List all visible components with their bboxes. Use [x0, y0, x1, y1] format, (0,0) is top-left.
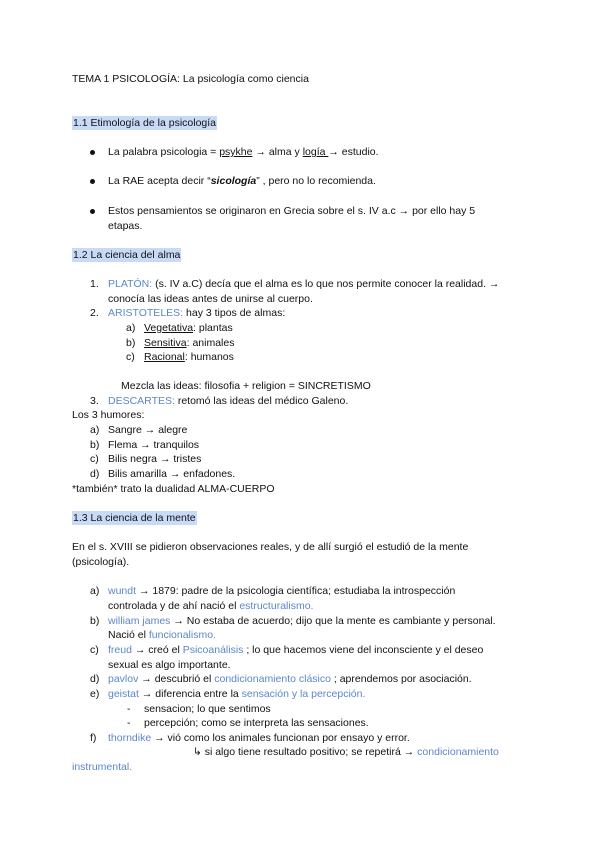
- soul-desc: : plantas: [193, 322, 233, 334]
- section-heading-alma: [72, 248, 181, 262]
- item-text: → creó el: [131, 644, 183, 656]
- soul-desc: : animales: [186, 337, 235, 349]
- intro-paragraph-continuation: (psicología).: [72, 556, 130, 568]
- item-text: controlada y de ahí nació el: [108, 600, 240, 612]
- list-item: Estos pensamientos se originaron en Grecia sobre el s. IV a.c → por ello hay 5: [108, 205, 476, 217]
- page-title: TEMA 1 PSICOLOGÍA: La psicología como ciencia: [72, 73, 309, 85]
- list-item-pavlov: [108, 672, 472, 686]
- list-number: 2.: [90, 307, 99, 319]
- name-wundt: wundt: [108, 585, 137, 597]
- list-item-continuation: [108, 599, 313, 613]
- sub-letter: c): [126, 351, 135, 363]
- bullet-icon: [90, 150, 95, 155]
- term-funcionalismo: funcionalismo.: [148, 629, 216, 641]
- result-note: [193, 745, 499, 759]
- name-platon: PLATÓN:: [108, 278, 153, 290]
- dualidad-note: *también* trato la dualidad ALMA-CUERPO: [72, 483, 275, 495]
- soul-item: [144, 321, 233, 335]
- intro-paragraph: En el s. XVIII se pidieron observaciones reales, y de allí surgió el estudió de la mente: [72, 541, 469, 553]
- sub-letter: d): [90, 673, 100, 685]
- humor-item: Bilis amarilla → enfadones.: [108, 468, 236, 480]
- item-text: La palabra psicologia =: [108, 146, 220, 158]
- item-text: (s. IV a.C) decía que el alma es lo que nos permite conocer la realidad. →: [152, 278, 500, 290]
- list-number: 3.: [90, 395, 99, 407]
- sub-letter: b): [126, 337, 136, 349]
- mezcla-note: Mezcla las ideas: filosofia + religion = SINCRETISMO: [121, 380, 371, 392]
- term-condicionamiento-clasico: condicionamiento clásico: [214, 673, 331, 685]
- section-heading-mente: [72, 511, 197, 525]
- list-item-wundt: [108, 584, 455, 598]
- name-descartes: DESCARTES:: [108, 395, 175, 407]
- sub-letter: c): [90, 453, 99, 465]
- name-freud: freud: [108, 644, 132, 656]
- list-item-geistat: [108, 687, 365, 701]
- dash: -: [127, 703, 131, 715]
- list-item-continuation: [108, 628, 216, 642]
- name-thorndike: thorndike: [108, 732, 152, 744]
- list-item-continuation: etapas.: [108, 220, 143, 232]
- term-sicologia: sicología: [210, 175, 257, 187]
- term-logia: logía: [302, 146, 329, 158]
- item-text: hay 3 tipos de almas:: [183, 307, 286, 319]
- item-text: → descubrió el: [138, 673, 215, 685]
- sub-item: percepción; como se interpreta las sensaciones.: [144, 717, 369, 729]
- bullet-icon: [90, 209, 95, 214]
- item-text: → alma y: [252, 146, 303, 158]
- item-text: ” , pero no lo recomienda.: [256, 175, 376, 187]
- term-sensacion-percepcion: sensación y la percepción.: [241, 688, 366, 700]
- name-aristoteles: ARISTOTELES:: [108, 307, 184, 319]
- humor-item: Sangre → alegre: [108, 424, 188, 436]
- sub-item: sensacion; lo que sentimos: [144, 703, 271, 715]
- dash: -: [127, 717, 131, 729]
- soul-item: [144, 350, 234, 364]
- item-text: → 1879: padre de la psicologia científica; estudiaba la introspección: [136, 585, 456, 597]
- list-item-continuation: conocía las ideas antes de unirse al cuerpo.: [108, 293, 313, 305]
- section-heading-etimologia: [72, 116, 217, 130]
- section-heading-text: 1.2 La ciencia del alma: [73, 249, 181, 261]
- list-item-freud: [108, 643, 483, 657]
- item-text: → diferencia entre la: [138, 688, 242, 700]
- section-heading-text: 1.3 La ciencia de la mente: [73, 512, 196, 524]
- term-psykhe: psykhe: [219, 146, 253, 158]
- item-text: retomó las ideas del médico Galeno.: [174, 395, 349, 407]
- list-item-aristoteles: [108, 306, 285, 320]
- list-item: [108, 174, 376, 188]
- sub-letter: d): [90, 468, 100, 480]
- soul-name: Racional: [144, 351, 185, 363]
- name-william-james: william james: [108, 615, 171, 627]
- soul-item: [144, 336, 234, 350]
- result-note-continuation: [72, 760, 132, 774]
- item-text: ↳ si algo tiene resultado positivo; se repetirá →: [193, 746, 418, 758]
- item-text: → No estaba de acuerdo; dijo que la mente es cambiante y personal.: [170, 615, 496, 627]
- sub-letter: c): [90, 644, 99, 656]
- item-text: ; aprendemos por asociación.: [330, 673, 472, 685]
- item-text: ; lo que hacemos viene del inconsciente y el deseo: [243, 644, 484, 656]
- sub-letter: a): [126, 322, 136, 334]
- name-geistat: geistat: [108, 688, 139, 700]
- humores-title: Los 3 humores:: [72, 409, 145, 421]
- bullet-icon: [90, 179, 95, 184]
- sub-letter: a): [90, 585, 100, 597]
- list-item-platon: [108, 277, 499, 291]
- list-item-continuation: sexual es algo importante.: [108, 659, 231, 671]
- term-psicoanalisis: Psicoanálisis: [182, 644, 244, 656]
- soul-name: Sensitiva: [144, 337, 187, 349]
- humor-item: Bilis negra → tristes: [108, 453, 202, 465]
- list-item-james: [108, 614, 496, 628]
- list-item-descartes: [108, 394, 348, 408]
- term-condicionamiento: condicionamiento: [417, 746, 499, 758]
- sub-letter: b): [90, 439, 100, 451]
- name-pavlov: pavlov: [108, 673, 139, 685]
- soul-name: Vegetativa: [144, 322, 194, 334]
- term-instrumental: instrumental.: [72, 761, 133, 773]
- soul-desc: : humanos: [184, 351, 234, 363]
- list-item: [108, 145, 379, 159]
- item-text: La RAE acepta decir “: [108, 175, 211, 187]
- sub-letter: f): [90, 732, 97, 744]
- item-text: Nació el: [108, 629, 149, 641]
- item-text: → vió como los animales funcionan por ensayo y error.: [151, 732, 410, 744]
- section-heading-text: 1.1 Etimología de la psicología: [73, 117, 217, 129]
- humor-item: Flema → tranquilos: [108, 439, 200, 451]
- sub-letter: e): [90, 688, 100, 700]
- term-estructuralismo: estructuralismo.: [239, 600, 314, 612]
- item-text: → estudio.: [328, 146, 379, 158]
- sub-letter: a): [90, 424, 100, 436]
- list-item-thorndike: [108, 731, 410, 745]
- sub-letter: b): [90, 615, 100, 627]
- list-number: 1.: [90, 278, 99, 290]
